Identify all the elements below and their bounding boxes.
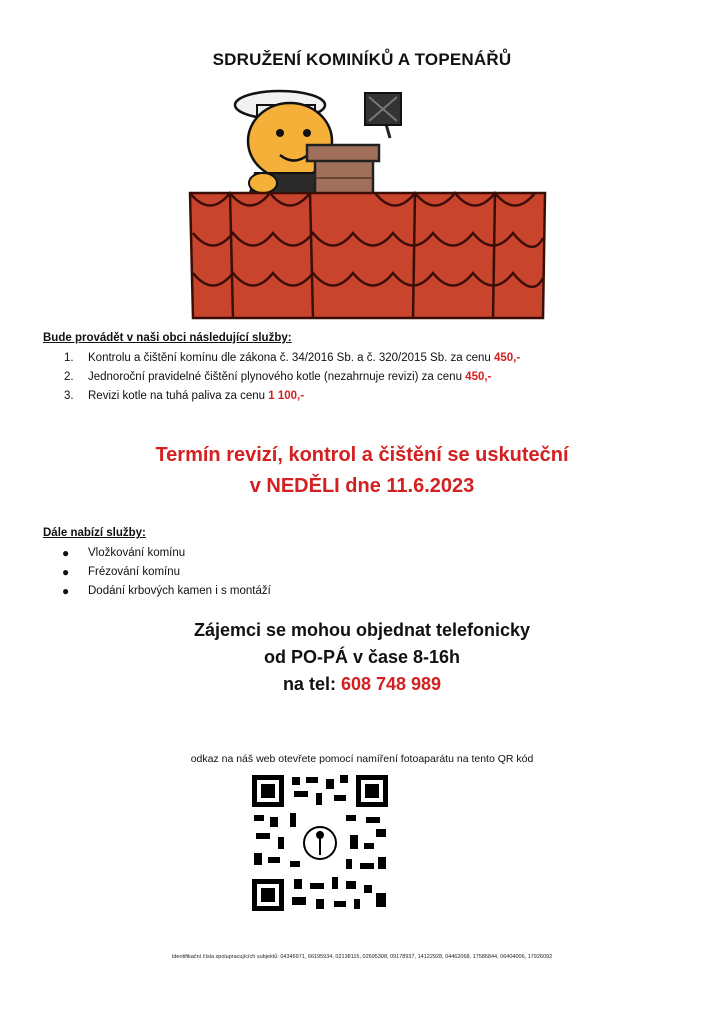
chimney-brush-icon (365, 93, 401, 138)
list-item (62, 544, 271, 563)
service-price: 450,- (493, 352, 521, 364)
list-item (62, 582, 271, 601)
extra-service-text: Vložkování komínu (88, 547, 186, 559)
bullet-icon: ● (62, 565, 70, 579)
contact-line-2: od PO-PÁ v čase 8-16h (263, 647, 461, 667)
service-price: 1 100,- (268, 390, 305, 402)
service-item (64, 349, 520, 368)
chimney-sweep-illustration (185, 83, 550, 328)
appointment-date-announcement (0, 440, 724, 502)
service-number: 2. (64, 371, 74, 383)
extra-service-text: Dodání krbových kamen i s montáží (88, 585, 271, 597)
bullet-icon: ● (62, 546, 70, 560)
phone-prefix: na tel: (282, 674, 341, 694)
contact-line-1: Zájemci se mohou objednat telefonicky (193, 620, 531, 640)
service-number: 3. (64, 390, 74, 402)
service-text: Jednoroční pravidelné čištění plynového kotle (nezahrnuje revizi) za cenu (88, 371, 466, 383)
service-price: 450,- (465, 371, 492, 383)
footer-identification: Identifikační čísla spolupracujících subjektů: 04346971, 66195934, 02138115, 02695308, 09178937, 14122928, 04462068, 17586844, 06404006, 17926092 (171, 954, 553, 960)
extra-services-list (62, 544, 271, 601)
service-text: Kontrolu a čištění komínu dle zákona č. 34/2016 Sb. a č. 320/2015 Sb. za cenu (88, 352, 494, 364)
service-number: 1. (64, 352, 74, 364)
extra-service-text: Frézování komínu (88, 566, 181, 578)
service-text: Revizi kotle na tuhá paliva za cenu (88, 390, 269, 402)
list-item (62, 563, 271, 582)
page-title: SDRUŽENÍ KOMINÍKŮ A TOPENÁŘŮ (212, 50, 512, 69)
contact-line-3 (0, 671, 724, 698)
bullet-icon: ● (62, 584, 70, 598)
services-list (64, 349, 520, 406)
service-item (64, 368, 520, 387)
termin-line-2: v NEDĚLI dne 11.6.2023 (249, 475, 475, 497)
extra-services-heading: Dále nabízí služby: (43, 527, 146, 539)
termin-line-1: Termín revizí, kontrol a čištění se uskuteční (155, 444, 569, 466)
qr-caption: odkaz na náš web otevřete pomocí namíření fotoaparátu na tento QR kód (190, 753, 534, 765)
qr-code-icon[interactable] (250, 773, 390, 913)
roof-tiles (190, 193, 545, 318)
services-heading: Bude provádět v naši obci následující služby: (43, 332, 292, 344)
contact-block (0, 617, 724, 698)
service-item (64, 387, 520, 406)
phone-number: 608 748 989 (340, 674, 442, 694)
